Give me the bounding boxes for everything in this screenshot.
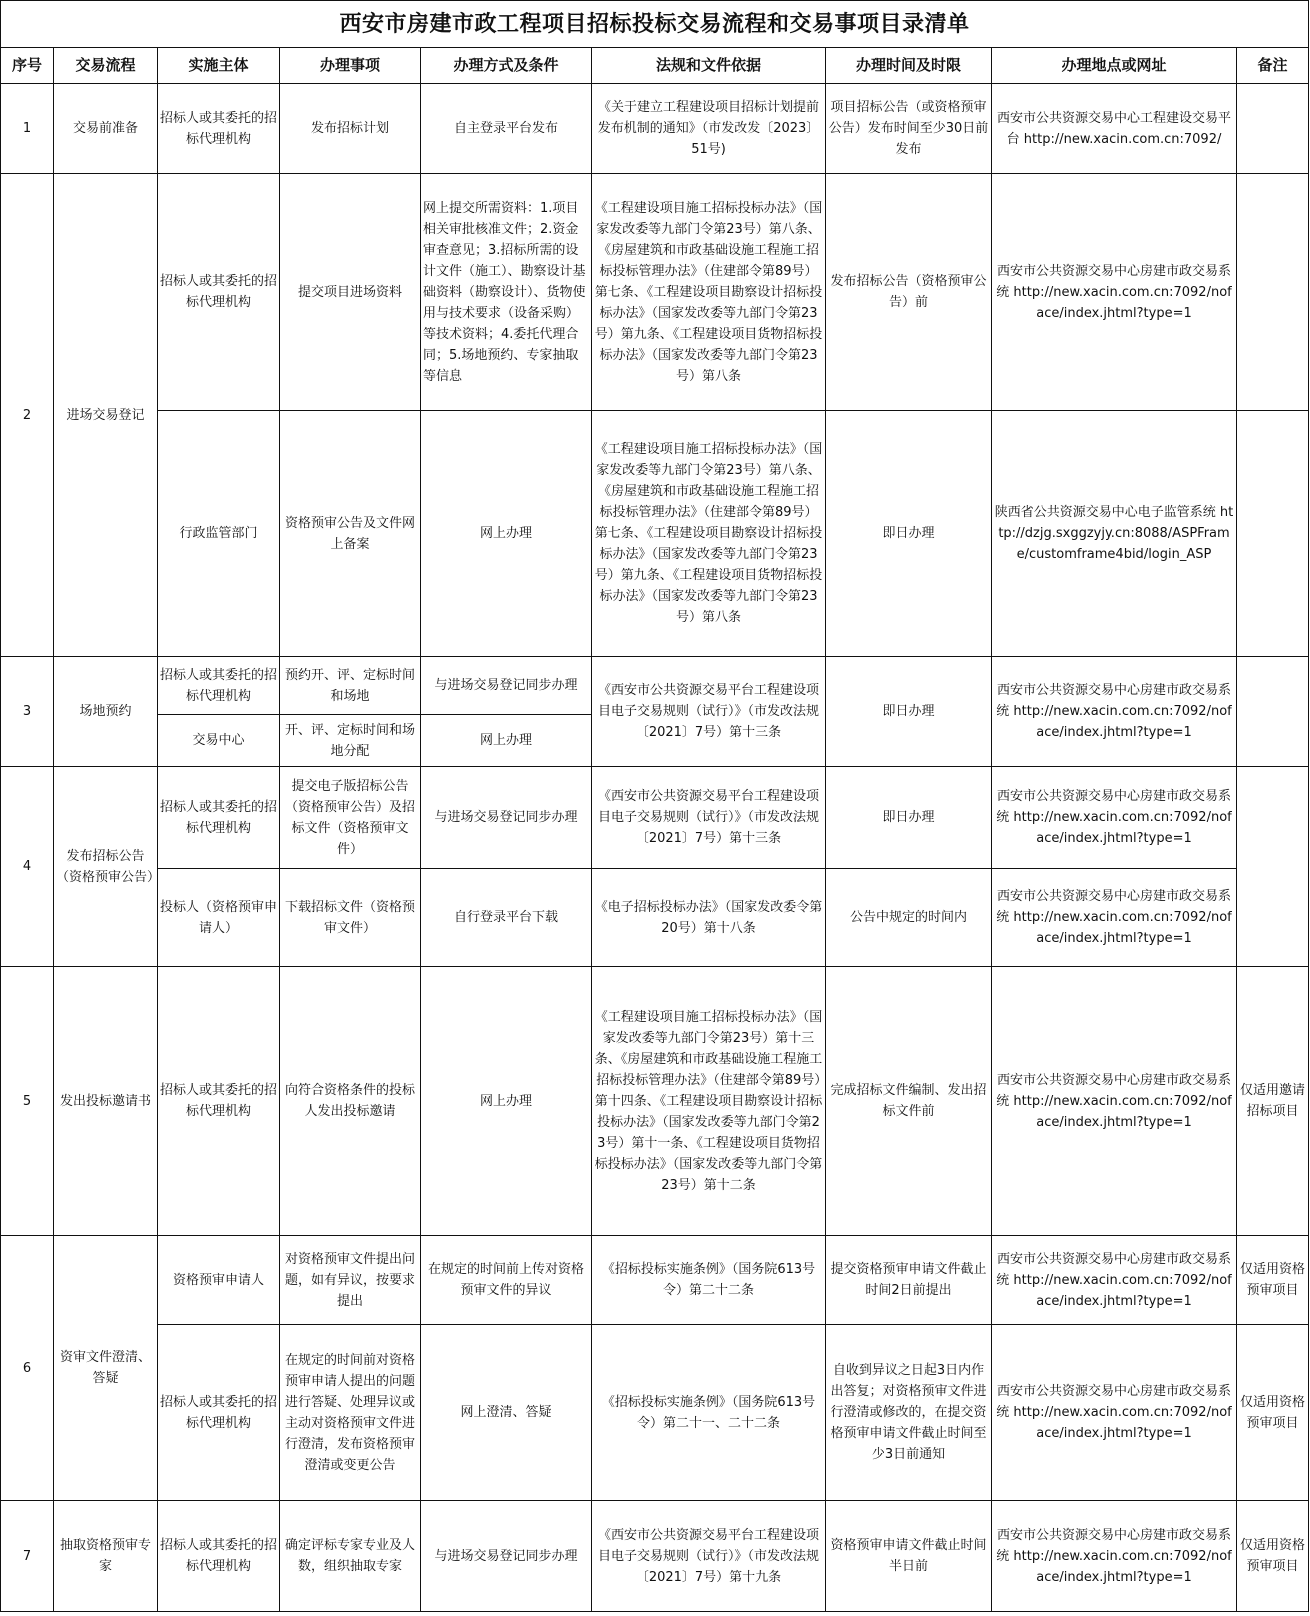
cell-basis: 《工程建设项目施工招标投标办法》（国家发改委等九部门令第23号）第八条、《房屋建筑和市政基础设施工程施工招标投标管理办法》（住建部令第89号）第七条、《工程建设项目勘察设计招标投标办法》（国家发改委等九部门令第23号）第九条、《工程建设项目货物招标投标办法》（国家发改委等九部门令第23号）第八条 — [592, 174, 826, 411]
cell-basis: 《西安市公共资源交易平台工程建设项目电子交易规则（试行）》（市发改法规〔2021〕7号）第十九条 — [592, 1501, 826, 1612]
cell-method: 网上办理 — [421, 715, 592, 767]
cell-item: 发布招标计划 — [280, 84, 421, 174]
table-row — [1, 967, 1309, 1236]
cell-place: 西安市公共资源交易中心房建市政交易系统 http://new.xacin.com.cn:7092/noface/index.jhtml?type=1 — [992, 1236, 1237, 1325]
cell-note — [1237, 411, 1309, 657]
cell-subject: 资格预审申请人 — [158, 1236, 280, 1325]
cell-item: 开、评、定标时间和场地分配 — [280, 715, 421, 767]
cell-basis: 《西安市公共资源交易平台工程建设项目电子交易规则（试行）》（市发改法规〔2021〕7号）第十三条 — [592, 767, 826, 869]
cell-basis: 《西安市公共资源交易平台工程建设项目电子交易规则（试行）》（市发改法规〔2021〕7号）第十三条 — [592, 657, 826, 767]
cell-item: 提交电子版招标公告（资格预审公告）及招标文件（资格预审文件） — [280, 767, 421, 869]
cell-time: 即日办理 — [826, 767, 992, 869]
cell-method: 网上办理 — [421, 411, 592, 657]
cell-item: 对资格预审文件提出问题，如有异议，按要求提出 — [280, 1236, 421, 1325]
cell-note — [1237, 657, 1309, 767]
cell-note: 仅适用邀请招标项目 — [1237, 967, 1309, 1236]
cell-basis: 《工程建设项目施工招标投标办法》（国家发改委等九部门令第23号）第八条、《房屋建筑和市政基础设施工程施工招标投标管理办法》（住建部令第89号）第七条、《工程建设项目勘察设计招标投标办法》（国家发改委等九部门令第23号）第九条、《工程建设项目货物招标投标办法》（国家发改委等九部门令第23号）第八条 — [592, 411, 826, 657]
cell-no: 5 — [1, 967, 54, 1236]
cell-method: 在规定的时间前上传对资格预审文件的异议 — [421, 1236, 592, 1325]
cell-place: 西安市公共资源交易中心房建市政交易系统 http://new.xacin.com.cn:7092/noface/index.jhtml?type=1 — [992, 967, 1237, 1236]
cell-subject: 招标人或其委托的招标代理机构 — [158, 84, 280, 174]
cell-process: 发出投标邀请书 — [54, 967, 158, 1236]
header-row — [1, 48, 1309, 84]
cell-subject: 行政监管部门 — [158, 411, 280, 657]
cell-note — [1237, 174, 1309, 411]
cell-time: 完成招标文件编制、发出招标文件前 — [826, 967, 992, 1236]
cell-note: 仅适用资格预审项目 — [1237, 1501, 1309, 1612]
cell-item: 确定评标专家专业及人数，组织抽取专家 — [280, 1501, 421, 1612]
header-process: 交易流程 — [54, 48, 158, 84]
cell-place: 西安市公共资源交易中心工程建设交易平台 http://new.xacin.com.cn:7092/ — [992, 84, 1237, 174]
cell-no: 1 — [1, 84, 54, 174]
cell-method: 网上办理 — [421, 967, 592, 1236]
table-row — [1, 84, 1309, 174]
table-row — [1, 1501, 1309, 1612]
cell-subject: 招标人或其委托的招标代理机构 — [158, 767, 280, 869]
cell-no: 6 — [1, 1236, 54, 1501]
header-note: 备注 — [1237, 48, 1309, 84]
cell-place: 西安市公共资源交易中心房建市政交易系统 http://new.xacin.com.cn:7092/noface/index.jhtml?type=1 — [992, 657, 1237, 767]
table-row — [1, 411, 1309, 657]
cell-method: 网上提交所需资料：1.项目相关审批核准文件；2.资金审查意见；3.招标所需的设计文件（施工）、勘察设计基础资料（勘察设计）、货物使用与技术要求（设备采购）等技术资料；4.委托代理合同；5.场地预约、专家抽取等信息 — [421, 174, 592, 411]
cell-basis: 《工程建设项目施工招标投标办法》（国家发改委等九部门令第23号）第十三条、《房屋建筑和市政基础设施工程施工招标投标管理办法》（住建部令第89号）第十四条、《工程建设项目勘察设计招标投标办法》（国家发改委等九部门令第23号）第十一条、《工程建设项目货物招标投标办法》（国家发改委等九部门令第23号）第十二条 — [592, 967, 826, 1236]
cell-no: 2 — [1, 174, 54, 657]
cell-subject: 招标人或其委托的招标代理机构 — [158, 174, 280, 411]
cell-process: 进场交易登记 — [54, 174, 158, 657]
cell-time: 自收到异议之日起3日内作出答复；对资格预审文件进行澄清或修改的，在提交资格预审申请文件截止时间至少3日前通知 — [826, 1325, 992, 1501]
cell-item: 资格预审公告及文件网上备案 — [280, 411, 421, 657]
cell-method: 自行登录平台下载 — [421, 869, 592, 967]
table-row — [1, 174, 1309, 411]
cell-method: 自主登录平台发布 — [421, 84, 592, 174]
header-time: 办理时间及时限 — [826, 48, 992, 84]
cell-place: 陕西省公共资源交易中心电子监管系统 http://dzjg.sxggzyjy.cn:8088/ASPFrame/customframe4bid/login_ASP — [992, 411, 1237, 657]
table-row — [1, 767, 1309, 869]
cell-subject: 招标人或其委托的招标代理机构 — [158, 1325, 280, 1501]
cell-method: 与进场交易登记同步办理 — [421, 767, 592, 869]
cell-no: 4 — [1, 767, 54, 967]
cell-time: 即日办理 — [826, 657, 992, 767]
cell-basis: 《电子招标投标办法》（国家发改委令第20号）第十八条 — [592, 869, 826, 967]
header-no: 序号 — [1, 48, 54, 84]
cell-no: 7 — [1, 1501, 54, 1612]
cell-no: 3 — [1, 657, 54, 767]
cell-note — [1237, 767, 1309, 967]
cell-place: 西安市公共资源交易中心房建市政交易系统 http://new.xacin.com.cn:7092/noface/index.jhtml?type=1 — [992, 174, 1237, 411]
cell-place: 西安市公共资源交易中心房建市政交易系统 http://new.xacin.com.cn:7092/noface/index.jhtml?type=1 — [992, 767, 1237, 869]
cell-basis: 《招标投标实施条例》（国务院613号令）第二十一、二十二条 — [592, 1325, 826, 1501]
cell-subject: 招标人或其委托的招标代理机构 — [158, 657, 280, 715]
cell-method: 与进场交易登记同步办理 — [421, 657, 592, 715]
cell-time: 公告中规定的时间内 — [826, 869, 992, 967]
cell-item: 预约开、评、定标时间和场地 — [280, 657, 421, 715]
header-method: 办理方式及条件 — [421, 48, 592, 84]
header-subject: 实施主体 — [158, 48, 280, 84]
header-basis: 法规和文件依据 — [592, 48, 826, 84]
document-title: 西安市房建市政工程项目招标投标交易流程和交易事项目录清单 — [1, 1, 1309, 48]
cell-time: 资格预审申请文件截止时间半日前 — [826, 1501, 992, 1612]
cell-process: 交易前准备 — [54, 84, 158, 174]
header-item: 办理事项 — [280, 48, 421, 84]
cell-item: 向符合资格条件的投标人发出投标邀请 — [280, 967, 421, 1236]
cell-process: 发布招标公告（资格预审公告） — [54, 767, 158, 967]
cell-time: 发布招标公告（资格预审公告）前 — [826, 174, 992, 411]
cell-note: 仅适用资格预审项目 — [1237, 1236, 1309, 1325]
cell-note — [1237, 84, 1309, 174]
cell-time: 即日办理 — [826, 411, 992, 657]
cell-basis: 《招标投标实施条例》（国务院613号令）第二十二条 — [592, 1236, 826, 1325]
cell-basis: 《关于建立工程建设项目招标计划提前发布机制的通知》（市发改发〔2023〕51号) — [592, 84, 826, 174]
cell-item: 在规定的时间前对资格预审申请人提出的问题进行答疑、处理异议或主动对资格预审文件进行澄清，发布资格预审澄清或变更公告 — [280, 1325, 421, 1501]
cell-time: 提交资格预审申请文件截止时间2日前提出 — [826, 1236, 992, 1325]
cell-subject: 交易中心 — [158, 715, 280, 767]
cell-note: 仅适用资格预审项目 — [1237, 1325, 1309, 1501]
cell-subject: 投标人（资格预审申请人） — [158, 869, 280, 967]
cell-place: 西安市公共资源交易中心房建市政交易系统 http://new.xacin.com.cn:7092/noface/index.jhtml?type=1 — [992, 1501, 1237, 1612]
cell-method: 网上澄清、答疑 — [421, 1325, 592, 1501]
cell-item: 提交项目进场资料 — [280, 174, 421, 411]
table-row — [1, 657, 1309, 715]
cell-place: 西安市公共资源交易中心房建市政交易系统 http://new.xacin.com.cn:7092/noface/index.jhtml?type=1 — [992, 1325, 1237, 1501]
cell-place: 西安市公共资源交易中心房建市政交易系统 http://new.xacin.com.cn:7092/noface/index.jhtml?type=1 — [992, 869, 1237, 967]
cell-time: 项目招标公告（或资格预审公告）发布时间至少30日前发布 — [826, 84, 992, 174]
cell-process: 资审文件澄清、答疑 — [54, 1236, 158, 1501]
cell-method: 与进场交易登记同步办理 — [421, 1501, 592, 1612]
cell-subject: 招标人或其委托的招标代理机构 — [158, 1501, 280, 1612]
table-row — [1, 869, 1309, 967]
header-place: 办理地点或网址 — [992, 48, 1237, 84]
cell-item: 下载招标文件（资格预审文件） — [280, 869, 421, 967]
table-row — [1, 1325, 1309, 1501]
cell-process: 抽取资格预审专家 — [54, 1501, 158, 1612]
table-row — [1, 1236, 1309, 1325]
cell-process: 场地预约 — [54, 657, 158, 767]
cell-subject: 招标人或其委托的招标代理机构 — [158, 967, 280, 1236]
